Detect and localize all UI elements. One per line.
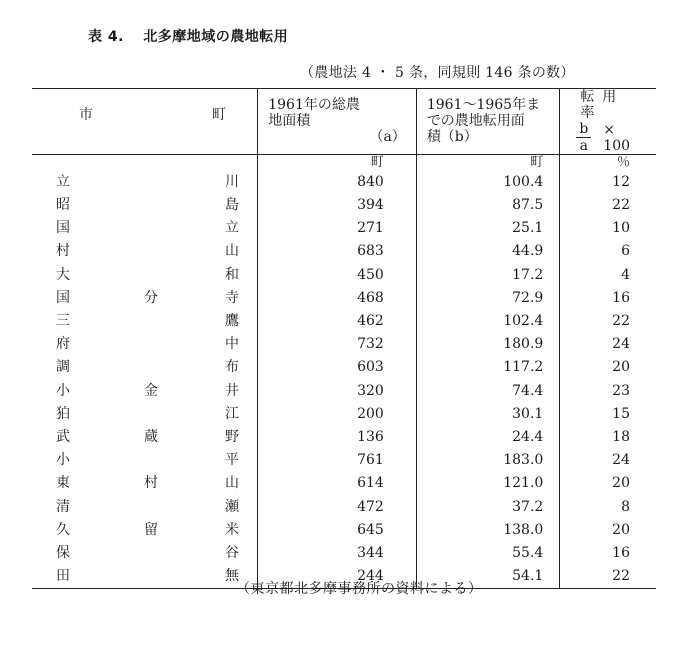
municipality-name <box>32 519 258 542</box>
municipality-char: 小 <box>56 452 70 469</box>
conversion-rate-value: 22 <box>560 565 656 589</box>
total-farmland-value: 344 <box>258 542 417 565</box>
municipality-char: 和 <box>225 266 239 283</box>
conversion-rate-value: 24 <box>560 333 656 356</box>
municipality-name <box>32 356 258 379</box>
municipality-name <box>32 310 258 333</box>
header-converted-area-line3: 積（b） <box>426 129 478 146</box>
converted-area-value: 54.1 <box>416 565 560 589</box>
total-farmland-value: 244 <box>258 565 417 589</box>
conversion-rate-value: 4 <box>560 264 656 287</box>
conversion-rate-value: 6 <box>560 240 656 263</box>
conversion-rate-value: 16 <box>560 287 656 310</box>
table-row <box>32 264 656 287</box>
conversion-rate-value: 16 <box>560 542 656 565</box>
municipality-char: 谷 <box>225 545 239 562</box>
table-row <box>32 287 656 310</box>
total-farmland-value: 136 <box>258 426 417 449</box>
table-row <box>32 240 656 263</box>
converted-area-value: 87.5 <box>416 194 560 217</box>
total-farmland-value: 462 <box>258 310 417 333</box>
municipality-char: 清 <box>56 498 70 515</box>
municipality-char: 布 <box>225 359 239 376</box>
conversion-rate-value: 20 <box>560 519 656 542</box>
total-farmland-value: 645 <box>258 519 417 542</box>
table-row <box>32 426 656 449</box>
municipality-char: 山 <box>225 475 239 492</box>
table-row <box>32 310 656 333</box>
total-farmland-value: 614 <box>258 472 417 495</box>
header-total-farmland <box>258 89 417 155</box>
converted-area-value: 24.4 <box>416 426 560 449</box>
converted-area-value: 183.0 <box>416 449 560 472</box>
municipality-char: 狛 <box>56 405 70 422</box>
table-title-text: 北多摩地域の農地転用 <box>143 29 289 45</box>
municipality-name <box>32 217 258 240</box>
table-row <box>32 380 656 403</box>
municipality-char: 野 <box>225 429 239 446</box>
municipality-char: 立 <box>225 220 239 237</box>
header-total-farmland-line3: （a） <box>369 129 406 146</box>
total-farmland-value: 683 <box>258 240 417 263</box>
converted-area-value: 25.1 <box>416 217 560 240</box>
farmland-conversion-table <box>32 88 656 589</box>
municipality-name <box>32 472 258 495</box>
municipality-char: 山 <box>225 243 239 260</box>
conversion-rate-value: 20 <box>560 356 656 379</box>
total-farmland-value: 394 <box>258 194 417 217</box>
conversion-rate-value: 12 <box>560 171 656 194</box>
header-converted-area <box>416 89 560 155</box>
total-farmland-value: 472 <box>258 496 417 519</box>
conversion-rate-value: 15 <box>560 403 656 426</box>
converted-area-value: 44.9 <box>416 240 560 263</box>
converted-area-value: 100.4 <box>416 171 560 194</box>
municipality-name <box>32 380 258 403</box>
conversion-rate-value: 22 <box>560 194 656 217</box>
header-converted-area-line1: 1961～1965年ま <box>426 97 541 114</box>
municipality-char: 分 <box>144 289 158 306</box>
municipality-char: 金 <box>144 382 158 399</box>
municipality-char: 寺 <box>225 289 239 306</box>
unit-a: 町 <box>258 154 417 171</box>
municipality-char: 留 <box>144 521 158 538</box>
table-row <box>32 542 656 565</box>
table-row <box>32 496 656 519</box>
municipality-char: 蔵 <box>144 429 158 446</box>
total-farmland-value: 732 <box>258 333 417 356</box>
converted-area-value: 72.9 <box>416 287 560 310</box>
rate-multiplier: × 100 <box>603 121 631 154</box>
table-row <box>32 356 656 379</box>
header-total-farmland-line2: 地面積 <box>268 113 311 130</box>
municipality-char: 府 <box>56 336 70 353</box>
municipality-char: 国 <box>56 220 70 237</box>
table-row <box>32 472 656 495</box>
rate-fraction <box>576 122 591 153</box>
units-row <box>32 154 656 171</box>
total-farmland-value: 450 <box>258 264 417 287</box>
table-row <box>32 519 656 542</box>
municipality-char: 大 <box>56 266 70 283</box>
conversion-rate-value: 10 <box>560 217 656 240</box>
unit-rate: ％ <box>560 154 656 171</box>
municipality-char: 島 <box>225 196 239 213</box>
municipality-name <box>32 333 258 356</box>
total-farmland-value: 271 <box>258 217 417 240</box>
municipality-char: 武 <box>56 429 70 446</box>
municipality-char: 小 <box>56 382 70 399</box>
municipality-char: 久 <box>56 521 70 538</box>
converted-area-value: 180.9 <box>416 333 560 356</box>
conversion-rate-value: 22 <box>560 310 656 333</box>
conversion-rate-value: 23 <box>560 380 656 403</box>
table-row <box>32 171 656 194</box>
source-footer: （東京都北多摩事務所の資料による） <box>236 581 483 597</box>
table-header-row <box>32 89 656 155</box>
conversion-rate-value: 8 <box>560 496 656 519</box>
total-farmland-value: 603 <box>258 356 417 379</box>
municipality-name <box>32 171 258 194</box>
municipality-name <box>32 264 258 287</box>
municipality-char: 調 <box>56 359 70 376</box>
municipality-name <box>32 426 258 449</box>
total-farmland-value: 761 <box>258 449 417 472</box>
municipality-char: 瀬 <box>225 498 239 515</box>
table-row <box>32 194 656 217</box>
municipality-char: 中 <box>225 336 239 353</box>
municipality-char: 江 <box>225 405 239 422</box>
municipality-char: 鷹 <box>225 313 239 329</box>
municipality-char: 立 <box>56 173 70 190</box>
table-row <box>32 449 656 472</box>
table-row <box>32 403 656 426</box>
municipality-char: 川 <box>225 173 239 190</box>
converted-area-value: 102.4 <box>416 310 560 333</box>
municipality-char: 村 <box>144 475 158 492</box>
municipality-char: 三 <box>56 313 70 329</box>
header-total-farmland-line1: 1961年の総農 <box>268 97 360 114</box>
rate-formula <box>576 122 630 154</box>
conversion-rate-value: 24 <box>560 449 656 472</box>
municipality-name <box>32 194 258 217</box>
header-municipality <box>32 89 258 155</box>
rate-denominator: a <box>579 138 588 155</box>
municipality-char: 昭 <box>56 196 70 213</box>
converted-area-value: 74.4 <box>416 380 560 403</box>
municipality-char: 国 <box>56 289 70 306</box>
municipality-name <box>32 542 258 565</box>
total-farmland-value: 840 <box>258 171 417 194</box>
municipality-name <box>32 449 258 472</box>
conversion-rate-value: 18 <box>560 426 656 449</box>
header-conversion-rate <box>560 89 656 155</box>
table-row <box>32 217 656 240</box>
converted-area-value: 138.0 <box>416 519 560 542</box>
converted-area-value: 37.2 <box>416 496 560 519</box>
municipality-char: 米 <box>225 521 239 538</box>
municipality-name <box>32 496 258 519</box>
converted-area-value: 30.1 <box>416 403 560 426</box>
table-number: 表 4. <box>88 29 124 45</box>
converted-area-value: 55.4 <box>416 542 560 565</box>
municipality-name <box>32 565 258 589</box>
municipality-name <box>32 240 258 263</box>
municipality-char: 田 <box>56 568 70 585</box>
municipality-name <box>32 403 258 426</box>
conversion-rate-value: 20 <box>560 472 656 495</box>
header-converted-area-line2: での農地転用面 <box>426 113 525 130</box>
unit-b: 町 <box>416 154 560 171</box>
municipality-char: 平 <box>225 452 239 469</box>
rate-numerator: b <box>576 122 591 138</box>
converted-area-value: 121.0 <box>416 472 560 495</box>
header-rate-title: 転用率 <box>580 89 625 122</box>
municipality-char: 保 <box>56 545 70 562</box>
units-blank <box>32 154 258 171</box>
header-machi: 町 <box>212 107 226 123</box>
total-farmland-value: 200 <box>258 403 417 426</box>
municipality-char: 村 <box>56 243 70 260</box>
municipality-char: 井 <box>225 382 239 399</box>
total-farmland-value: 468 <box>258 287 417 310</box>
municipality-name <box>32 287 258 310</box>
table-row <box>32 333 656 356</box>
source-note: （農地法 4 ・ 5 条，同規則 146 条の数） <box>300 65 575 81</box>
municipality-char: 無 <box>225 568 239 585</box>
total-farmland-value: 320 <box>258 380 417 403</box>
converted-area-value: 117.2 <box>416 356 560 379</box>
table-title <box>88 26 288 46</box>
header-shi: 市 <box>79 107 93 123</box>
converted-area-value: 17.2 <box>416 264 560 287</box>
municipality-char: 東 <box>56 475 70 492</box>
